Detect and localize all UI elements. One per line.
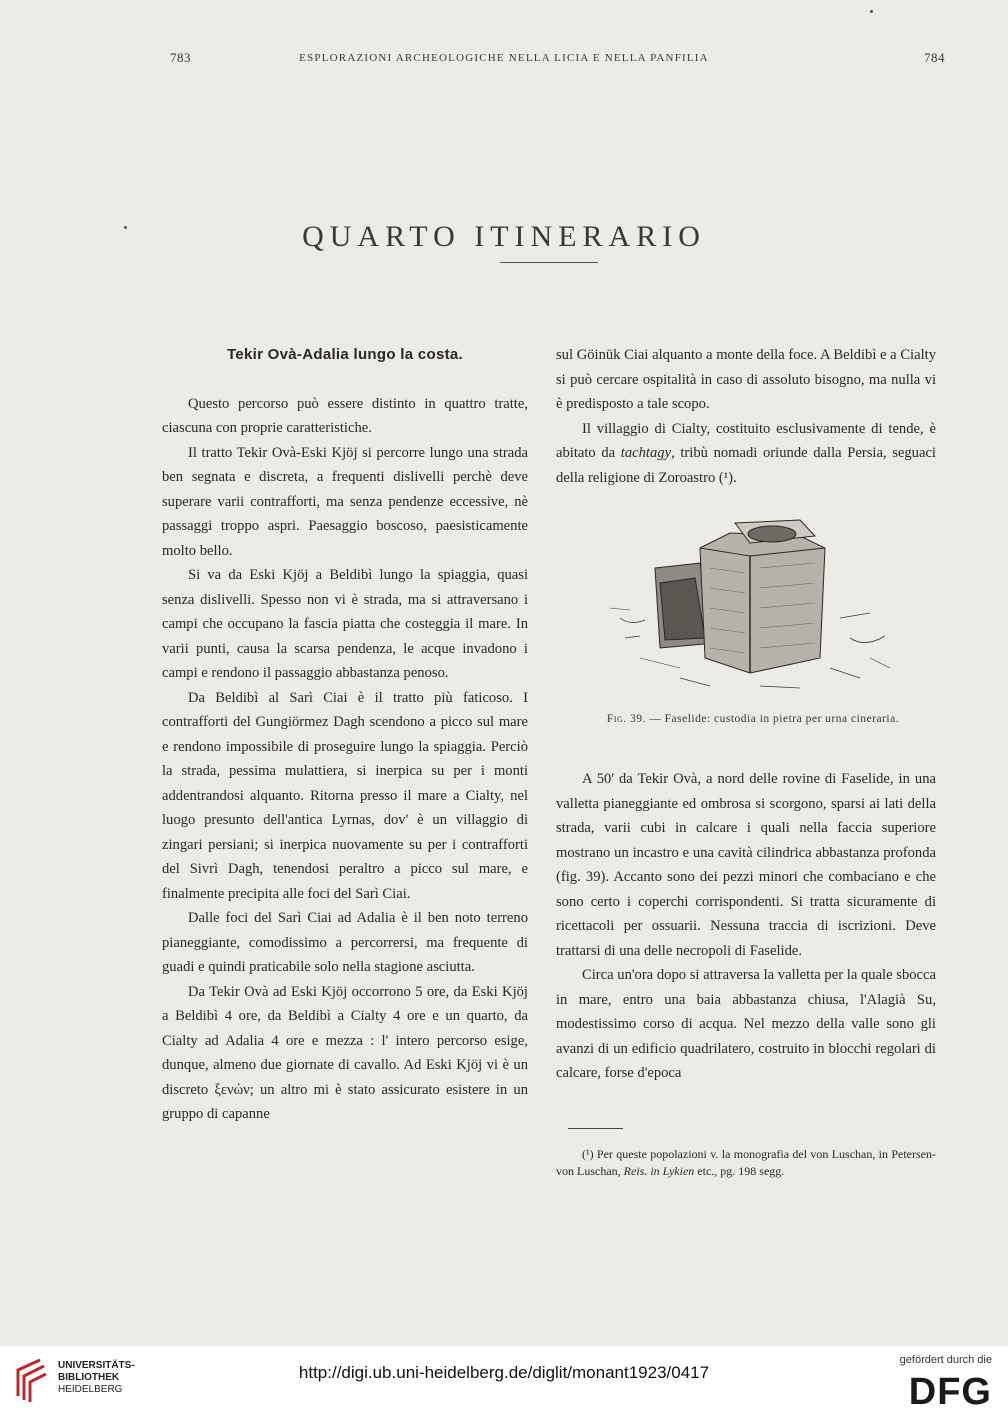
speck [124,226,127,229]
page-number-right: 784 [924,50,945,65]
title-rule [500,262,598,263]
footnote-text [556,1146,936,1180]
page-number-left: 783 [170,50,191,65]
library-line: UNIVERSITÄTS- [58,1360,135,1371]
permalink-url[interactable]: http://digi.ub.uni-heidelberg.de/diglit/monant1923/0417 [298,1363,710,1382]
text-run: , tribù nomadi oriunde dalla Persia, seguaci della religione di Zoroastro (¹). [556,445,936,486]
text-run: (¹) Per queste popolazioni v. la monografia del von Luschan, in Petersen-von Luschan, [556,1147,936,1178]
italic-title: Reis. in Lykien [623,1164,695,1178]
paragraph: sul Göinük Ciai alquanto a monte della foce. A Beldibì e a Cialty si può cercare ospitalità in caso di assoluto bisogno, ma nulla vi è predisposto a tale scopo. [556,347,936,412]
paragraph: Si va da Eski Kjöj a Beldibì lungo la spiaggia, quasi senza dislivelli. Spesso non vi è strada, ma si attraversano i campi che occupano la fascia piatta che costeggia il mare. In varii punti, causa la scarsa pendenza, le acque invadono i campi e rendono il passaggio abbastanza penoso. [162,567,528,681]
figure-label: Fig. 39. [606,713,646,725]
right-column-bottom [556,767,936,1086]
paragraph: Circa un'ora dopo si attraversa la valletta per la quale sbocca in mare, entro una baia abbastanza chiusa, l'Alagià Su, modestissimo corso di acqua. Nel mezzo della valle sono gli avanzi di un edificio quadrilatero, costruito in blocchi regolari di calcare, forse d'epoca [556,967,936,1081]
text-run: Il villaggio di Cialty, costituito esclusivamente di tende, è abitato da [556,420,936,461]
caption-text: — Faselide: custodia in pietra per urna cineraria. [649,713,900,725]
left-column [162,343,528,1127]
text-run: etc., pg. 198 segg. [694,1164,785,1178]
italic-term: tachtagy [620,445,672,461]
right-column-top [556,343,936,490]
library-line: HEIDELBERG [58,1384,123,1395]
paragraph: Questo percorso può essere distinto in quattro tratte, ciascuna con proprie caratteristiche. [162,395,528,436]
chapter-title: QUARTO ITINERARIO [302,220,706,254]
footnote-rule [568,1128,623,1129]
paragraph: Da Tekir Ovà ad Eski Kjöj occorrono 5 ore, da Eski Kjöj a Beldibì 4 ore, da Beldibì a Cialty 4 ore e un quarto, da Cialty ad Adalia 4 ore e mezza : l' intero percorso esige, dunque, almeno due giornate di cavallo. Ad Eski Kjöj vi è un discreto ξενών; un altro mi è stato assicurato esistere in un gruppo di capanne [162,983,528,1122]
figure-caption [568,713,938,725]
figure-illustration [600,508,910,703]
paragraph: A 50' da Tekir Ovà, a nord delle rovine di Faselide, in una valletta pianeggiante ed ombrosa si scorgono, sparsi ai lati della strada, varii cubi in calcare i quali nella faccia superiore mostrano un incastro e una cavità cilindrica abbastanza profonda (fig. 39). Accanto sono dei pezzi minori che combaciano e che sono certo i coperchi corrispondenti. Si tratta sicuramente di ricettacoli per ossuarii. Nessuna traccia di iscrizioni. Deve trattarsi di una delle necropoli di Faselide. [556,771,936,959]
running-title: ESPLORAZIONI ARCHEOLOGICHE NELLA LICIA E NELLA PANFILIA [299,52,709,64]
paragraph: Da Beldibì al Sarì Ciai è il tratto più faticoso. I contrafforti del Gungiörmez Dagh scendono a picco sul mare e rendono impossibile di proseguire lungo la spiaggia. Perciò la strada, pessima mulattiera, si inerpica su per i monti addentrandosi alquanto. Ritorna presso il mare a Cialty, nel luogo presunto dell'antica Lyrnas, dov' è un villaggio di zingari persiani; si inerpica nuovamente su per i contrafforti del Sivrì Dagh, tenendosi peraltro a picco sul mare, e finalmente precipita alle foci del Sarì Ciai. [162,689,528,902]
dfg-logo[interactable]: DFG [908,1371,992,1413]
sponsor-label: gefördert durch die [899,1354,992,1366]
footnote [556,1146,936,1180]
paragraph: Dalle foci del Sarì Ciai ad Adalia è il ben noto terreno pianeggiante, comodissimo a percorrersi, ma frequente di guadi e quindi praticabile solo nella stagione asciutta. [162,910,528,975]
paragraph: Il tratto Tekir Ovà-Eski Kjöj si percorre lungo una strada ben segnata e discreta, a frequenti dislivelli perchè deve superare varii contrafforti, ma senza pendenze eccessive, nè passaggi troppo aspri. Paesaggio boscoso, paesisticamente molto bello. [162,444,528,559]
speck [870,10,873,13]
section-heading: Tekir Ovà-Adalia lungo la costa. [226,346,464,363]
library-line: BIBLIOTHEK [58,1372,120,1383]
viewer-footer [0,1346,1008,1418]
paragraph-tachtagy [556,417,936,491]
